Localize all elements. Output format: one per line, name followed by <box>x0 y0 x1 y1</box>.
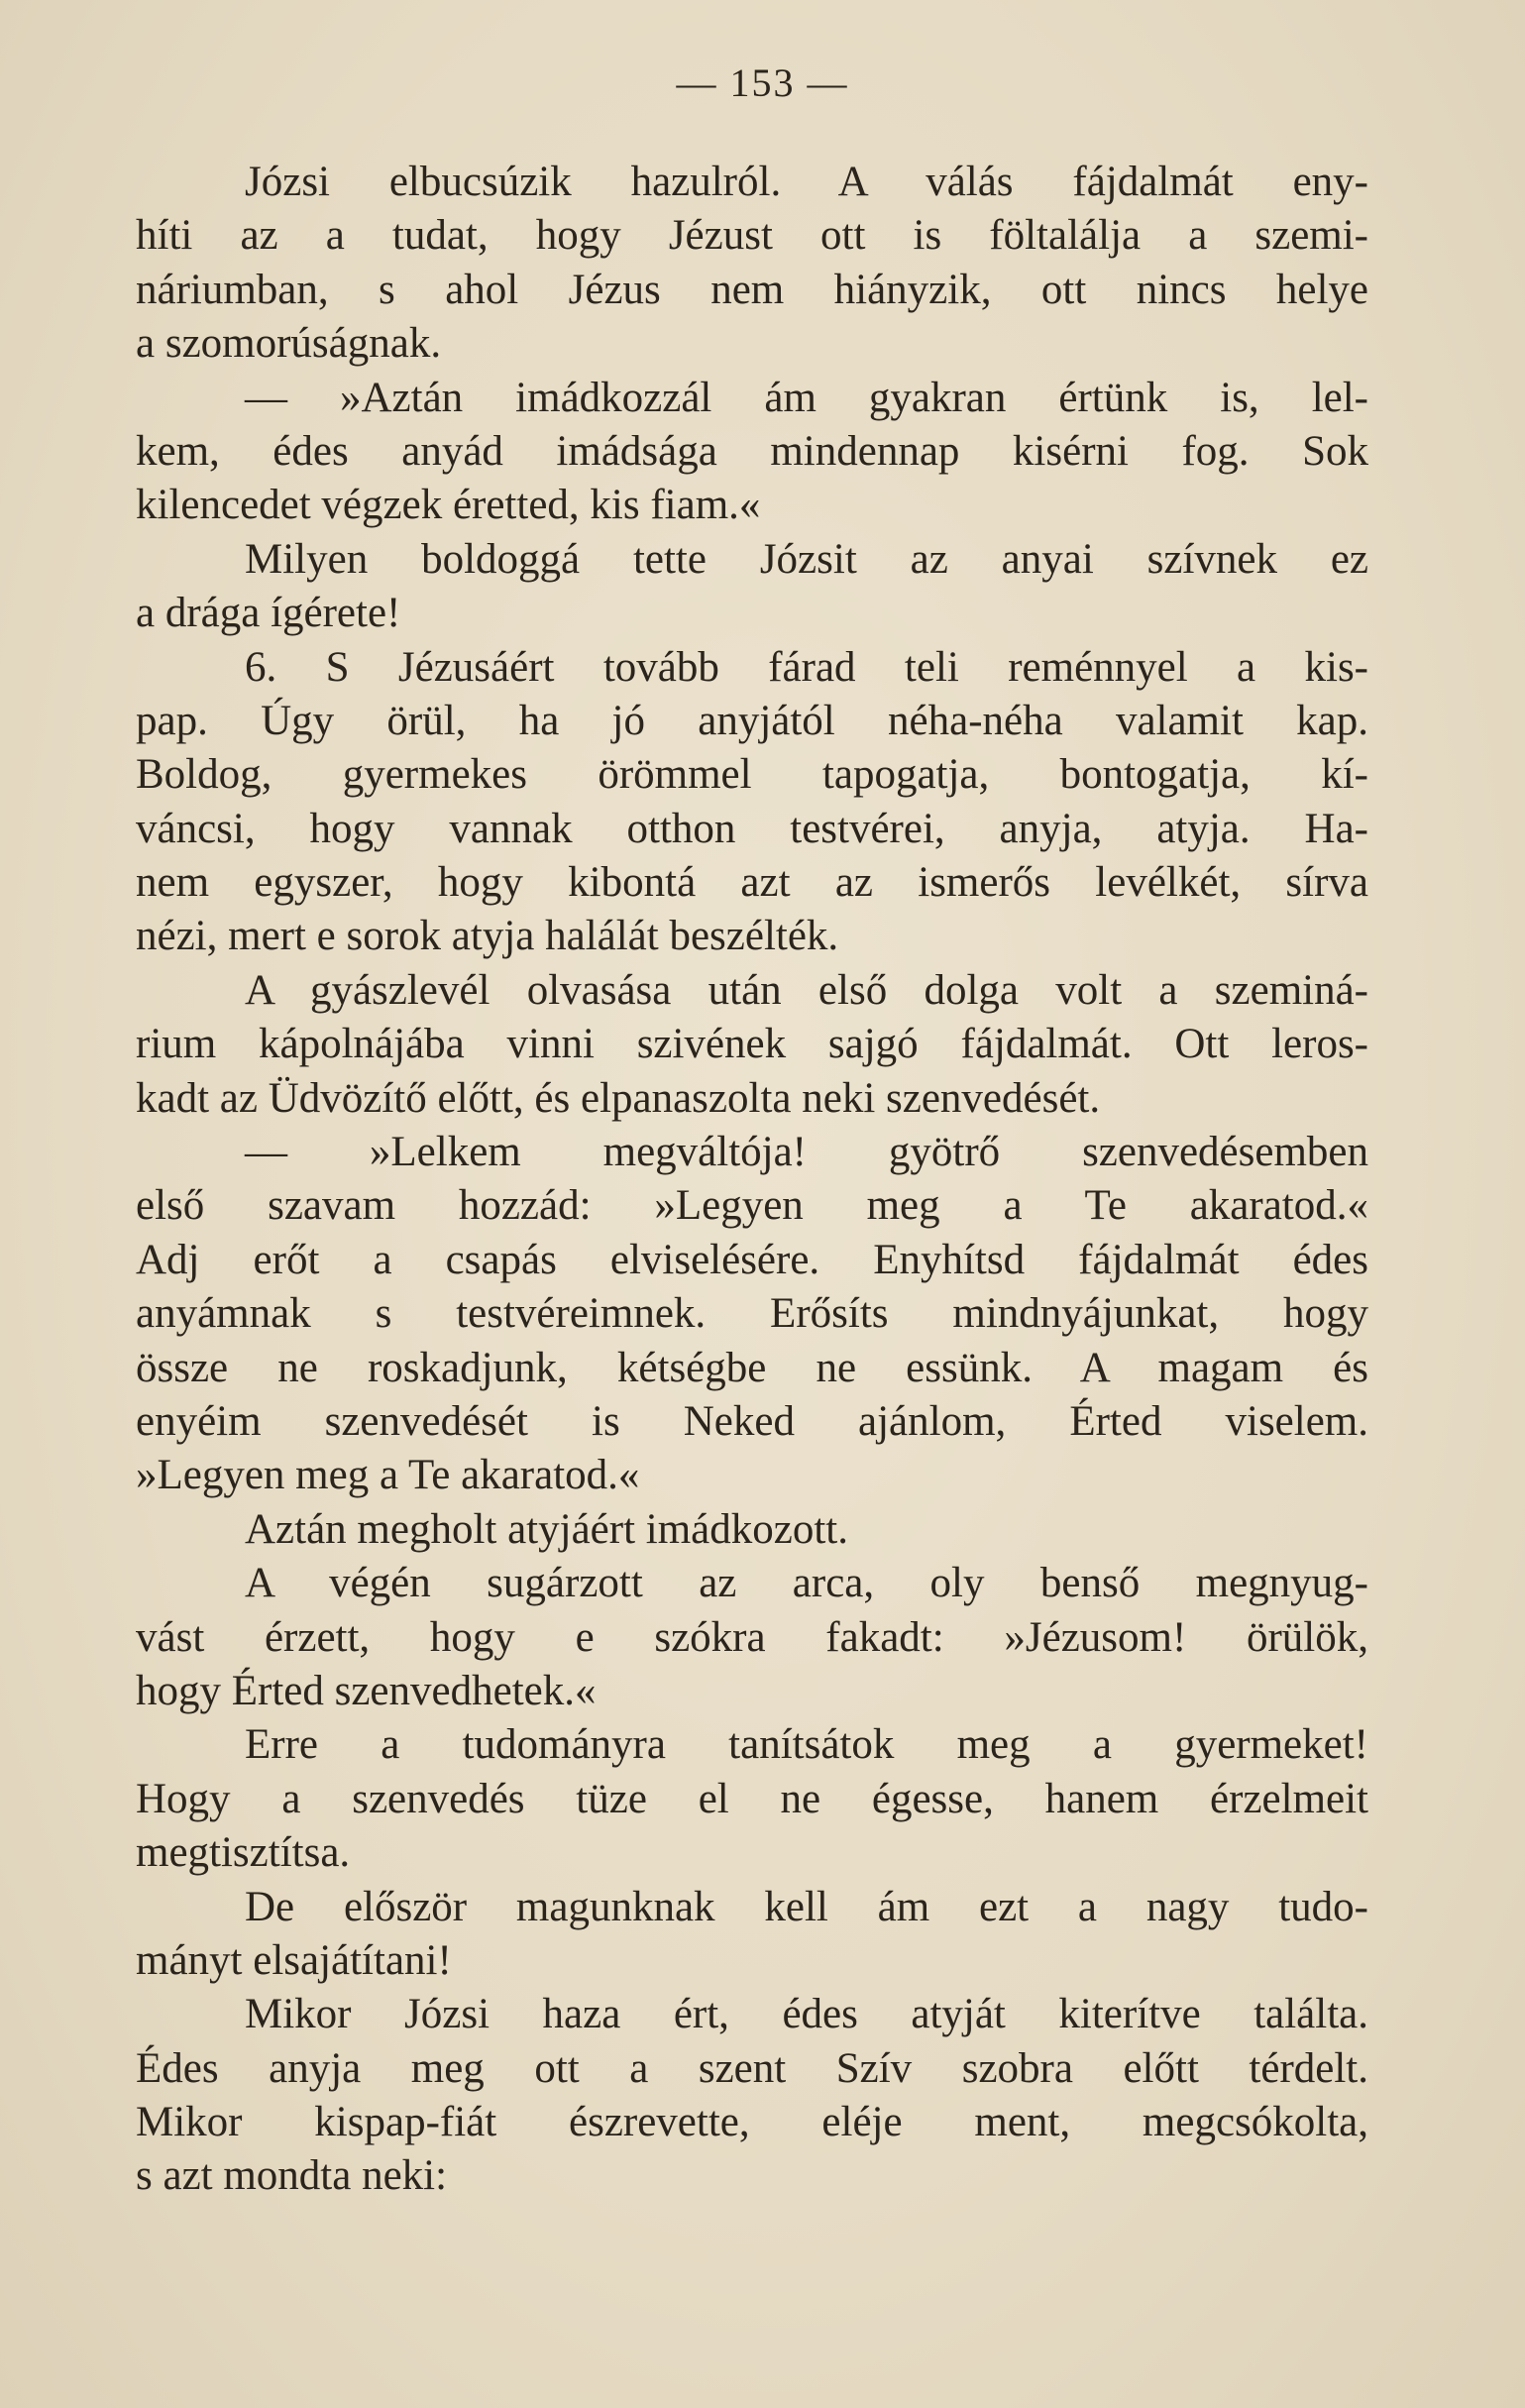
text-line: Erre a tudományra tanítsátok meg a gyermeket! <box>245 1721 1368 1769</box>
text-line: kilencedet végzek éretted, kis fiam.« <box>136 482 761 529</box>
text-line: enyéim szenvedését is Neked ajánlom, Érted viselem. <box>136 1397 1368 1445</box>
text-line: első szavam hozzád: »Legyen meg a Te akaratod.« <box>136 1182 1368 1230</box>
text-line: nézi, mert e sorok atyja halálát beszélték. <box>136 913 839 960</box>
text-line: össze ne roskadjunk, kétségbe ne essünk. A magam és <box>136 1344 1368 1391</box>
text-line: Hogy a szenvedés tüze el ne égesse, hanem érzelmeit <box>136 1775 1368 1822</box>
text-line: »Legyen meg a Te akaratod.« <box>136 1452 640 1499</box>
text-line: anyámnak s testvéreimnek. Erősíts mindnyájunkat, hogy <box>136 1290 1368 1338</box>
body-text <box>136 156 1368 2204</box>
text-line: vást érzett, hogy e szókra fakadt: »Jézusom! örülök, <box>136 1613 1368 1661</box>
text-line: hogy Érted szenvedhetek.« <box>136 1667 597 1714</box>
text-line: Mikor Józsi haza ért, édes atyját kiterítve találta. <box>245 1991 1368 2038</box>
text-line: híti az a tudat, hogy Jézust ott is föltalálja a szemi- <box>136 212 1368 260</box>
text-line: kadt az Üdvözítő előtt, és elpanaszolta neki szenvedését. <box>136 1074 1101 1122</box>
text-line: Boldog, gyermekes örömmel tapogatja, bontogatja, kí- <box>136 751 1368 799</box>
text-line: náriumban, s ahol Jézus nem hiányzik, ott nincs helye <box>136 266 1368 313</box>
text-line: nem egyszer, hogy kibontá azt az ismerős levélkét, sírva <box>136 859 1368 907</box>
text-line: pap. Úgy örül, ha jó anyjától néha-néha valamit kap. <box>136 697 1368 744</box>
text-line: De először magunknak kell ám ezt a nagy tudo- <box>245 1883 1368 1930</box>
text-line: megtisztítsa. <box>136 1829 351 1877</box>
text-line: rium kápolnájába vinni szivének sajgó fájdalmát. Ott leros- <box>136 1021 1368 1068</box>
text-line: s azt mondta neki: <box>136 2152 448 2200</box>
text-line: A gyászlevél olvasása után első dolga volt a szeminá- <box>245 966 1368 1014</box>
text-line: Adj erőt a csapás elviselésére. Enyhítsd fájdalmát édes <box>136 1236 1368 1283</box>
text-line: váncsi, hogy vannak otthon testvérei, anyja, atyja. Ha- <box>136 805 1368 852</box>
text-line: A végén sugárzott az arca, oly benső megnyug- <box>245 1560 1368 1607</box>
text-line: 6. S Jézusáért tovább fárad teli reménnyel a kis- <box>245 643 1368 691</box>
text-line: — »Lelkem megváltója! gyötrő szenvedésemben <box>245 1129 1368 1176</box>
text-line: Milyen boldoggá tette Józsit az anyai szívnek ez <box>245 535 1368 583</box>
text-line: a drága ígérete! <box>136 590 401 637</box>
text-line: Józsi elbucsúzik hazulról. A válás fájdalmát eny- <box>245 159 1368 205</box>
page-number: — 153 — <box>676 60 849 105</box>
text-line: Édes anyja meg ott a szent Szív szobra előtt térdelt. <box>136 2044 1368 2092</box>
text-line: Aztán megholt atyjáért imádkozott. <box>245 1505 848 1553</box>
text-line: Mikor kispap-fiát észrevette, eléje ment, megcsókolta, <box>136 2099 1368 2146</box>
text-line: — »Aztán imádkozzál ám gyakran értünk is, lel- <box>245 374 1368 421</box>
text-line: a szomorúságnak. <box>136 320 442 368</box>
text-line: mányt elsajátítani! <box>136 1936 452 1984</box>
text-line: kem, édes anyád imádsága mindennap kisérni fog. Sok <box>136 427 1368 475</box>
